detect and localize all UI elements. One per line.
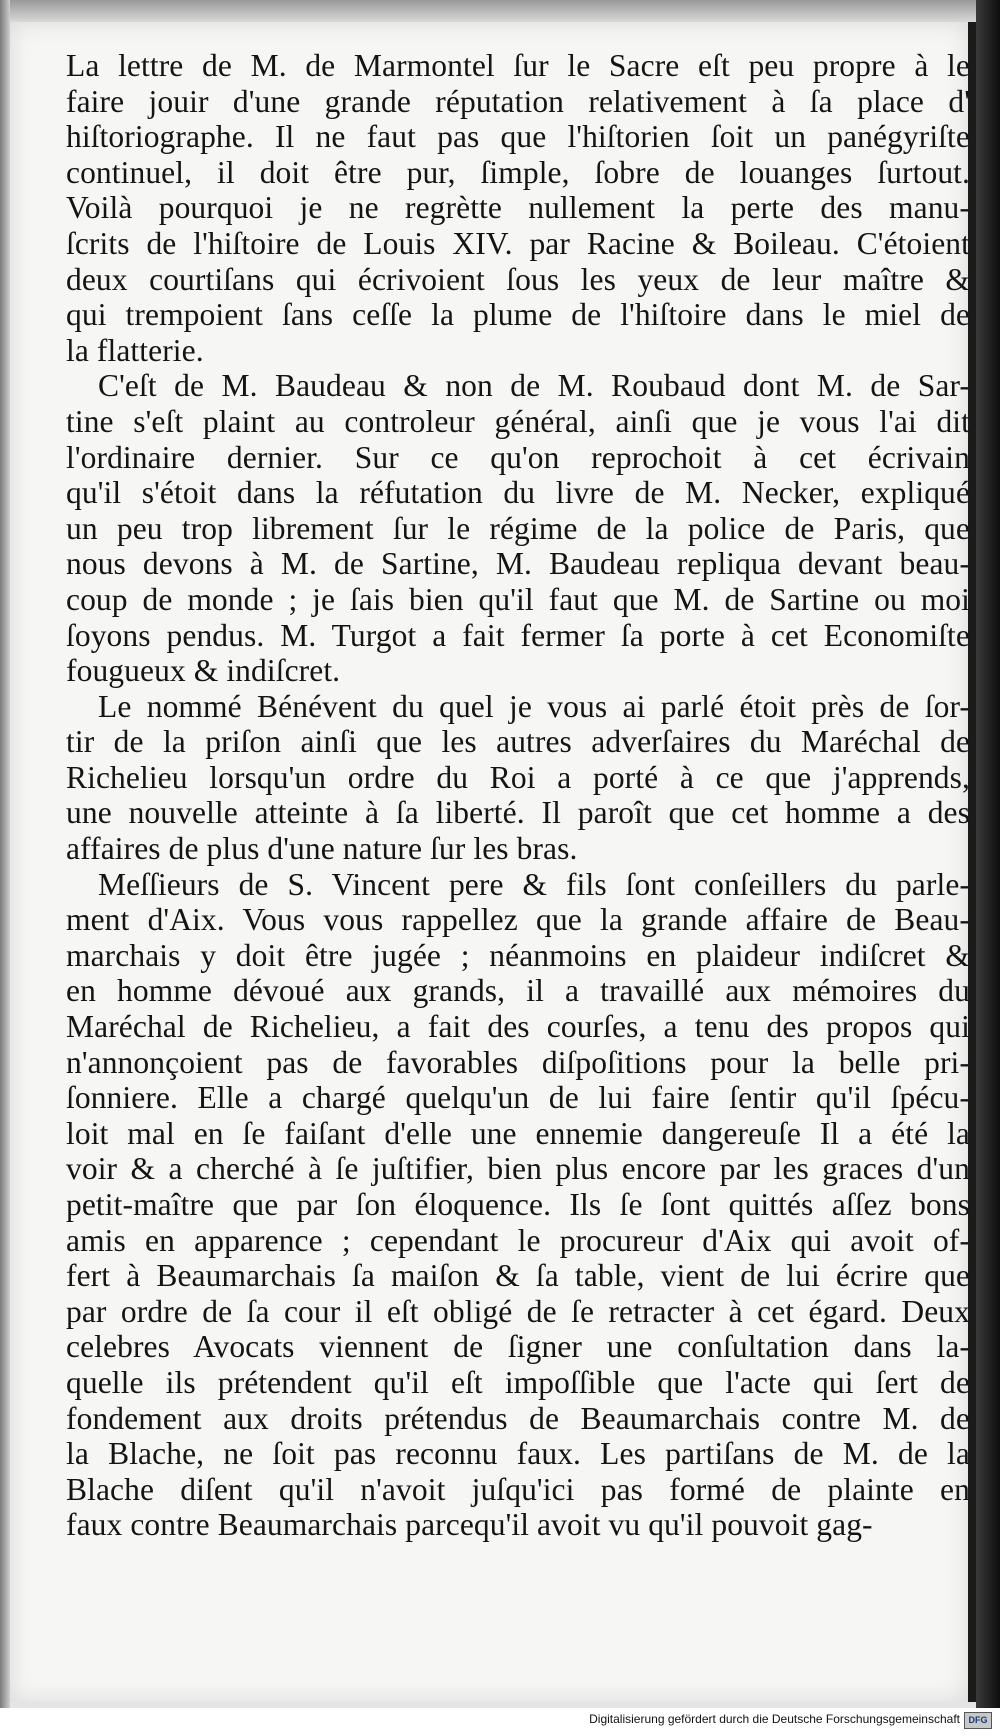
text-line: quelle ils prétendent qu'il eſt impoſſible que l'acte qui ſert de (66, 1364, 970, 1400)
text-line: C'eſt de M. Baudeau & non de M. Roubaud dont M. de Sar- (98, 368, 970, 404)
text-line: marchais y doit être jugée ; néanmoins en plaideur indiſcret & (66, 937, 970, 973)
page-top-edge (0, 0, 1000, 22)
text-line: Maréchal de Richelieu, a fait des courſes, a tenu des propos qui (66, 1009, 970, 1045)
text-line: par ordre de ſa cour il eſt obligé de ſe retracter à cet égard. Deux (66, 1293, 970, 1329)
page-right-edge (976, 0, 1000, 1736)
text-line: ſonniere. Elle a chargé quelqu'un de lui faire ſentir qu'il ſpécu- (66, 1080, 970, 1116)
text-line: continuel, il doit être pur, ſimple, ſobre de louanges ſurtout. (66, 154, 970, 190)
page-left-edge (0, 0, 10, 1736)
text-line: qui trempoient ſans ceſſe la plume de l'hiſtoire dans le miel de (66, 297, 970, 333)
text-line: Blache diſent qu'il n'avoit juſqu'ici pas formé de plainte en (66, 1471, 970, 1507)
text-line: Voilà pourquoi je ne regrètte nullement la perte des manu- (66, 190, 970, 226)
text-line: fert à Beaumarchais ſa maiſon & ſa table, vient de lui écrire que (66, 1258, 970, 1294)
dfg-logo: DFG (964, 1712, 992, 1729)
funding-credit: Digitalisierung gefördert durch die Deutsche Forschungsgemeinschaft (589, 1712, 960, 1726)
text-line: faux contre Beaumarchais parcequ'il avoit vu qu'il pouvoit gag- (66, 1507, 873, 1543)
text-line: coup de monde ; je ſais bien qu'il faut que M. de Sartine ou moi (66, 581, 970, 617)
text-line: qu'il s'étoit dans la réfutation du livre de M. Necker, expliqué (66, 475, 970, 511)
text-line: fondement aux droits prétendus de Beaumarchais contre M. de (66, 1400, 970, 1436)
text-line: ſcrits de l'hiſtoire de Louis XIV. par Racine & Boileau. C'étoient (66, 225, 970, 261)
text-line: faire jouir d'une grande réputation relativement à ſa place d' (66, 83, 970, 119)
text-line: nous devons à M. de Sartine, M. Baudeau repliqua devant beau- (66, 546, 970, 582)
text-line: fougueux & indiſcret. (66, 653, 341, 689)
text-line: Le nommé Bénévent du quel je vous ai parlé étoit près de ſor- (98, 688, 970, 724)
text-line: deux courtiſans qui écrivoient ſous les yeux de leur maître & (66, 261, 970, 297)
text-line: l'ordinaire dernier. Sur ce qu'on reprochoit à cet écrivain (66, 439, 970, 475)
text-line: celebres Avocats viennent de ſigner une conſultation dans la- (66, 1329, 970, 1365)
text-line: tir de la priſon ainſi que les autres adverſaires du Maréchal de (66, 724, 970, 760)
text-line: voir & a cherché à ſe juſtifier, bien plus encore par les graces d'un (66, 1151, 970, 1187)
page-text-body (66, 48, 970, 1543)
text-line: la Blache, ne ſoit pas reconnu faux. Les partiſans de M. de la (66, 1436, 970, 1472)
digitization-footer (0, 1708, 1000, 1736)
text-line: Richelieu lorsqu'un ordre du Roi a porté à ce que j'apprends, (66, 759, 970, 795)
text-line: La lettre de M. de Marmontel ſur le Sacre eſt peu propre à le (66, 48, 970, 83)
text-line: affaires de plus d'une nature ſur les bras. (66, 831, 578, 867)
text-line: ment d'Aix. Vous vous rappellez que la grande affaire de Beau- (66, 902, 970, 938)
text-line: loit mal en ſe faiſant d'elle une ennemie dangereuſe Il a été la (66, 1115, 970, 1151)
text-line: n'annonçoient pas de favorables diſpoſitions pour la belle pri- (66, 1044, 970, 1080)
text-line: une nouvelle atteinte à ſa liberté. Il paroît que cet homme a des (66, 795, 970, 831)
text-line: tine s'eſt plaint au controleur général, ainſi que je vous l'ai dit (66, 403, 970, 439)
text-line: la flatterie. (66, 332, 204, 368)
text-line: hiſtoriographe. Il ne faut pas que l'hiſtorien ſoit un panégyriſte (66, 119, 970, 155)
text-line: ſoyons pendus. M. Turgot a fait fermer ſa porte à cet Economiſte (66, 617, 970, 653)
text-line: en homme dévoué aux grands, il a travaillé aux mémoires du (66, 973, 970, 1009)
text-line: amis en apparence ; cependant le procureur d'Aix qui avoit of- (66, 1222, 970, 1258)
text-line: Meſſieurs de S. Vincent pere & fils ſont conſeillers du parle- (98, 866, 970, 902)
text-line: petit-maître que par ſon éloquence. Ils ſe ſont quittés aſſez bons (66, 1187, 970, 1222)
text-line: un peu trop librement ſur le régime de la police de Paris, que (66, 510, 970, 546)
